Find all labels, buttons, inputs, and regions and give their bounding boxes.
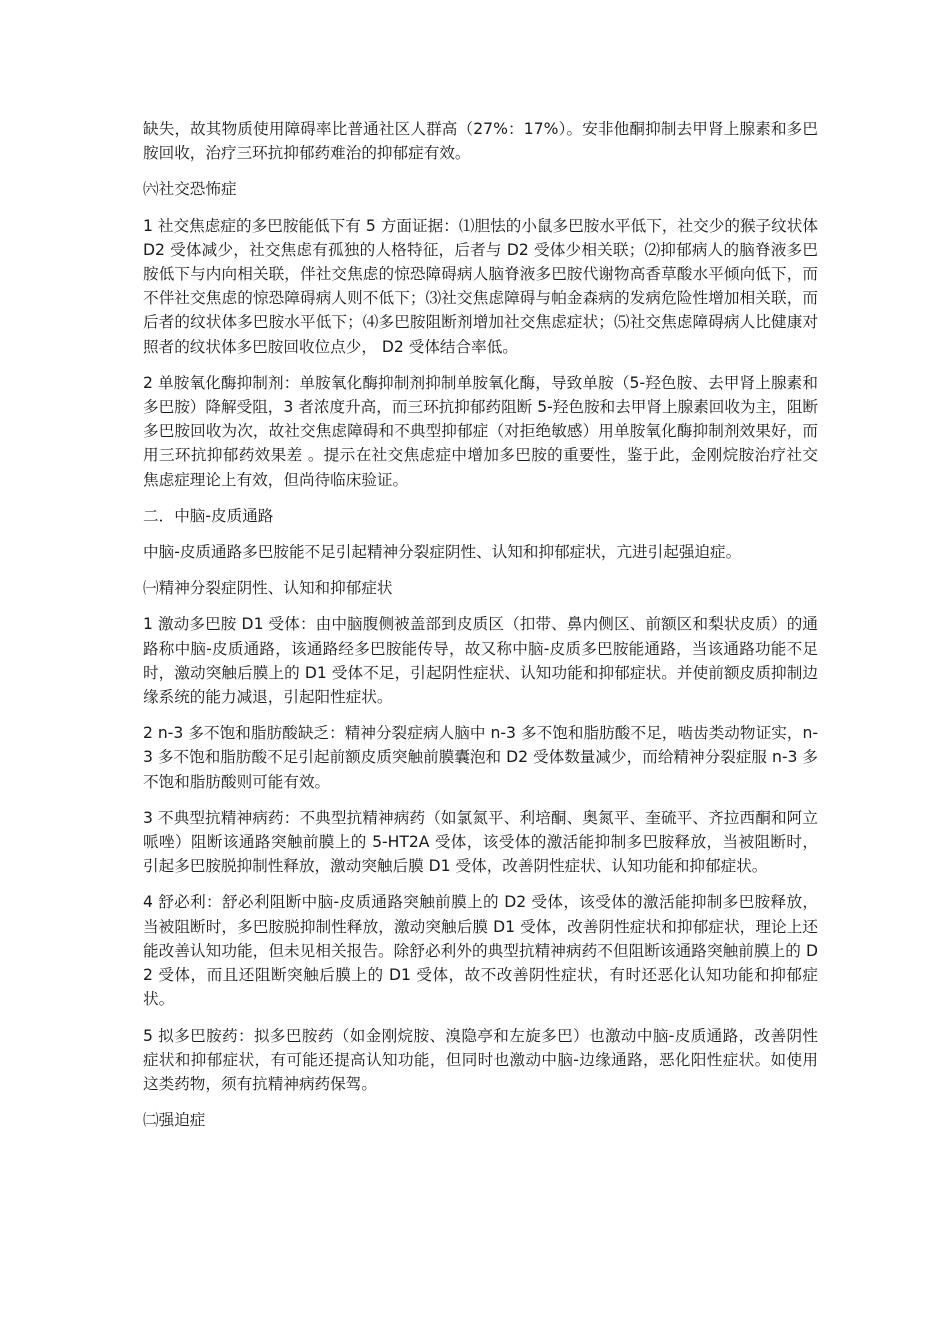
heading-mesocortical-pathway: 二．中脑-皮质通路	[143, 506, 274, 525]
document-body	[143, 117, 818, 1144]
paragraph-sulpiride: 4 舒必利：舒必利阻断中脑-皮质通路突触前膜上的 D2 受体，该受体的激活能抑制多巴胺释放，当被阻断时，多巴胺脱抑制性释放，激动突触后膜 D1 受体，改善阴性症状和抑郁症状，理论上还能改善认知功能，但未见相关报告。除舒必利外的典型抗精神病药不但阻断该通路突触前膜上的 D2 受体，而且还阻断突触后膜上的 D1 受体，故不改善阴性症状，有时还恶化认知功能和抑郁症状。	[143, 893, 818, 1009]
paragraph-atypical-antipsychotics: 3 不典型抗精神病药：不典型抗精神病药（如氯氮平、利培酮、奥氮平、奎硫平、齐拉西酮和阿立哌唑）阻断该通路突触前膜上的 5-HT2A 受体，该受体的激活能抑制多巴胺释放，当被阻断时，引起多巴胺脱抑制性释放，激动突触后膜 D1 受体，改善阴性症状、认知功能和抑郁症状。	[143, 808, 818, 876]
paragraph-bupropion: 缺失，故其物质使用障碍率比普通社区人群高（27%：17%）。安非他酮抑制去甲肾上腺素和多巴胺回收，治疗三环抗抑郁药难治的抑郁症有效。	[143, 120, 818, 163]
heading-negative-symptoms: ㈠精神分裂症阴性、认知和抑郁症状	[143, 579, 393, 598]
paragraph-maoi: 2 单胺氧化酶抑制剂：单胺氧化酶抑制剂抑制单胺氧化酶，导致单胺（5-羟色胺、去甲肾上腺素和多巴胺）降解受阻，3 者浓度升高，而三环抗抑郁药阻断 5-羟色胺和去甲肾上腺素回收为主，阻断多巴胺回收为次，故社交焦虑障碍和不典型抑郁症（对拒绝敏感）用单胺氧化酶抑制剂效果好，而用三环抗抑郁药效果差 。提示在社交焦虑症中增加多巴胺的重要性，鉴于此，金刚烷胺治疗社交焦虑症理论上有效，但尚待临床验证。	[143, 373, 818, 489]
paragraph-mesocortical-summary: 中脑-皮质通路多巴胺能不足引起精神分裂症阴性、认知和抑郁症状，亢进引起强迫症。	[143, 543, 742, 562]
paragraph-dopaminergic-drugs: 5 拟多巴胺药：拟多巴胺药（如金刚烷胺、溴隐亭和左旋多巴）也激动中脑-皮质通路，改善阴性症状和抑郁症状，有可能还提高认知功能，但同时也激动中脑-边缘通路，恶化阳性症状。如使用这类药物，须有抗精神病药保驾。	[143, 1026, 818, 1093]
paragraph-omega3: 2 n-3 多不饱和脂肪酸缺乏：精神分裂症病人脑中 n-3 多不饱和脂肪酸不足，啮齿类动物证实，n-3 多不饱和脂肪酸不足引起前额皮质突触前膜囊泡和 D2 受体数量减少，而给精神分裂症服 n-3 多不饱和脂肪酸则可能有效。	[143, 724, 818, 791]
heading-social-phobia: ㈥社交恐怖症	[143, 180, 237, 199]
paragraph-social-anxiety-evidence: 1 社交焦虑症的多巴胺能低下有 5 方面证据：⑴胆怯的小鼠多巴胺水平低下，社交少的猴子纹状体 D2 受体减少，社交焦虑有孤独的人格特征，后者与 D2 受体少相关联；⑵抑郁病人的脑脊液多巴胺低下与内向相关联，伴社交焦虑的惊恐障碍病人脑脊液多巴胺代谢物高香草酸水平倾向低下，而不伴社交焦虑的惊恐障碍病人则不低下；⑶社交焦虑障碍与帕金森病的发病危险性增加相关联，而后者的纹状体多巴胺水平低下；⑷多巴胺阻断剂增加社交焦虑症状；⑸社交焦虑障碍病人比健康对照者的纹状体多巴胺回收位点少， D2 受体结合率低。	[143, 216, 818, 356]
paragraph-d1-receptor: 1 激动多巴胺 D1 受体：由中脑腹侧被盖部到皮质区（扣带、鼻内侧区、前额区和梨状皮质）的通路称中脑-皮质通路，该通路经多巴胺能传导，故又称中脑-皮质多巴胺能通路，当该通路功能不足时，激动突触后膜上的 D1 受体不足，引起阴性症状、认知功能和抑郁症状。并使前额皮质抑制边缘系统的能力减退，引起阳性症状。	[143, 615, 818, 707]
heading-ocd: ㈡强迫症	[143, 1111, 206, 1130]
